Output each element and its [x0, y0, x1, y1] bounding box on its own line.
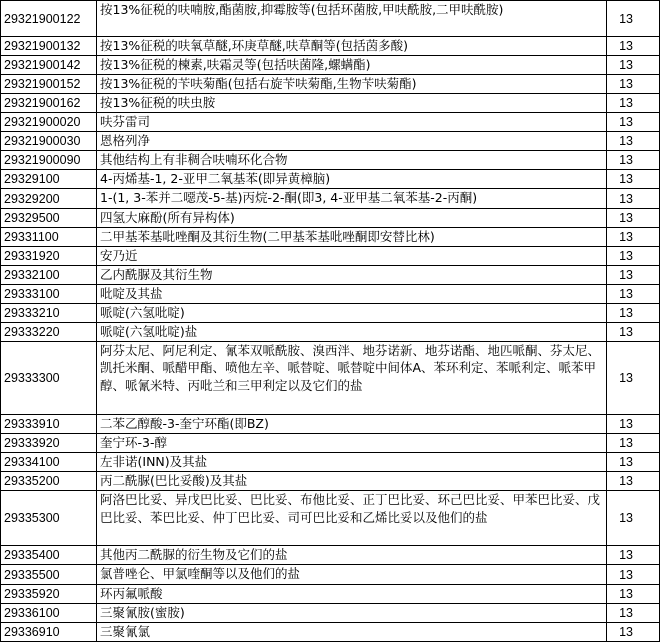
description-cell: 1-(1, 3-苯并二噁茂-5-基)丙烷-2-酮(即3, 4-亚甲基二氧苯基-2-丙酮) [97, 189, 607, 208]
tax-rate-cell: 13 [607, 622, 660, 641]
description-cell: 四氢大麻酚(所有异构体) [97, 208, 607, 227]
tax-rate-cell: 13 [607, 1, 660, 37]
description-cell: 氯普唑仑、甲氯喹酮等以及他们的盐 [97, 565, 607, 584]
hs-code-cell: 29336100 [1, 603, 97, 622]
hs-code-cell: 29333920 [1, 434, 97, 453]
description-cell: 恩格列净 [97, 132, 607, 151]
description-cell: 按13%征税的楝素,呋霜灵等(包括呋菌隆,螺螨酯) [97, 56, 607, 75]
hs-code-cell: 29333300 [1, 341, 97, 414]
tax-rate-cell: 13 [607, 37, 660, 56]
hs-code-cell: 29335400 [1, 546, 97, 565]
table-row [1, 189, 660, 208]
description-cell: 丙二酰脲(巴比妥酸)及其盐 [97, 472, 607, 491]
hs-code-cell: 29336910 [1, 622, 97, 641]
table-row [1, 37, 660, 56]
hs-code-cell: 29321900162 [1, 94, 97, 113]
table-row [1, 132, 660, 151]
description-cell: 三聚氰胺(蜜胺) [97, 603, 607, 622]
hs-code-cell: 29321900142 [1, 56, 97, 75]
table-row [1, 603, 660, 622]
table-row [1, 472, 660, 491]
hs-code-cell: 29331100 [1, 227, 97, 246]
hs-code-cell: 29329100 [1, 170, 97, 189]
table-row [1, 170, 660, 189]
tax-rate-cell: 13 [607, 434, 660, 453]
tax-rate-cell: 13 [607, 584, 660, 603]
table-row [1, 94, 660, 113]
tax-rate-cell: 13 [607, 170, 660, 189]
table-row [1, 415, 660, 434]
description-cell: 环丙氟哌酸 [97, 584, 607, 603]
description-cell: 其他结构上有非稠合呋喃环化合物 [97, 151, 607, 170]
table-row [1, 75, 660, 94]
table-row [1, 303, 660, 322]
table-row [1, 284, 660, 303]
tax-rate-cell: 13 [607, 453, 660, 472]
table-row [1, 622, 660, 641]
tax-rate-cell: 13 [607, 491, 660, 546]
tax-rate-cell: 13 [607, 246, 660, 265]
tax-rate-cell: 13 [607, 472, 660, 491]
tax-rate-cell: 13 [607, 603, 660, 622]
hs-code-cell: 29321900030 [1, 132, 97, 151]
hs-code-cell: 29331920 [1, 246, 97, 265]
table-row [1, 565, 660, 584]
tax-rate-cell: 13 [607, 284, 660, 303]
description-cell: 三聚氰氯 [97, 622, 607, 641]
description-cell: 奎宁环-3-醇 [97, 434, 607, 453]
tax-rate-cell: 13 [607, 565, 660, 584]
table-row [1, 227, 660, 246]
table-row [1, 491, 660, 546]
hs-code-cell: 29335500 [1, 565, 97, 584]
hs-code-cell: 29335300 [1, 491, 97, 546]
description-cell: 吡啶及其盐 [97, 284, 607, 303]
table-row [1, 322, 660, 341]
table-row [1, 453, 660, 472]
table-row [1, 151, 660, 170]
hs-code-cell: 29321900152 [1, 75, 97, 94]
table-row [1, 56, 660, 75]
tax-rate-cell: 13 [607, 113, 660, 132]
table-body [1, 1, 660, 642]
table-row [1, 584, 660, 603]
table-row [1, 341, 660, 414]
hs-code-cell: 29332100 [1, 265, 97, 284]
table-row [1, 434, 660, 453]
description-cell: 哌啶(六氢吡啶) [97, 303, 607, 322]
tax-rate-cell: 13 [607, 189, 660, 208]
hs-code-cell: 29321900122 [1, 1, 97, 37]
description-cell: 4-丙烯基-1, 2-亚甲二氧基苯(即异黄樟脑) [97, 170, 607, 189]
table-row [1, 208, 660, 227]
hs-code-cell: 29333210 [1, 303, 97, 322]
table-row [1, 546, 660, 565]
tax-rate-cell: 13 [607, 94, 660, 113]
hs-code-cell: 29329500 [1, 208, 97, 227]
tax-rate-cell: 13 [607, 208, 660, 227]
hs-code-cell: 29334100 [1, 453, 97, 472]
description-cell: 其他丙二酰脲的衍生物及它们的盐 [97, 546, 607, 565]
hs-code-cell: 29321900132 [1, 37, 97, 56]
description-cell: 呋芬雷司 [97, 113, 607, 132]
hs-code-cell: 29333100 [1, 284, 97, 303]
tax-rate-cell: 13 [607, 341, 660, 414]
tax-rate-cell: 13 [607, 546, 660, 565]
tax-rate-cell: 13 [607, 56, 660, 75]
tax-rate-cell: 13 [607, 415, 660, 434]
hs-code-cell: 29321900020 [1, 113, 97, 132]
description-cell: 按13%征税的呋氧草醚,环庚草醚,呋草酮等(包括茵多酸) [97, 37, 607, 56]
description-cell: 阿芬太尼、阿尼利定、氰苯双哌酰胺、溴西泮、地芬诺新、地芬诺酯、地匹哌酮、芬太尼、凯托米酮、哌醋甲酯、喷他左辛、哌替啶、哌替啶中间体A、苯环利定、苯哌利定、哌苯甲醇、哌氰米特、丙吡兰和三甲利定以及它们的盐 [97, 341, 607, 414]
table-row [1, 1, 660, 37]
hs-code-cell: 29329200 [1, 189, 97, 208]
tax-rate-cell: 13 [607, 75, 660, 94]
description-cell: 按13%征税的呋虫胺 [97, 94, 607, 113]
tax-rate-cell: 13 [607, 227, 660, 246]
hs-code-cell: 29321900090 [1, 151, 97, 170]
table-row [1, 246, 660, 265]
description-cell: 乙内酰脲及其衍生物 [97, 265, 607, 284]
description-cell: 阿洛巴比妥、异戊巴比妥、巴比妥、布他比妥、正丁巴比妥、环己巴比妥、甲苯巴比妥、戊巴比妥、苯巴比妥、仲丁巴比妥、司可巴比妥和乙烯比妥以及他们的盐 [97, 491, 607, 546]
hs-code-cell: 29333220 [1, 322, 97, 341]
tax-rate-cell: 13 [607, 265, 660, 284]
description-cell: 左非诺(INN)及其盐 [97, 453, 607, 472]
description-cell: 安乃近 [97, 246, 607, 265]
description-cell: 哌啶(六氢吡啶)盐 [97, 322, 607, 341]
description-cell: 二苯乙醇酸-3-奎宁环酯(即BZ) [97, 415, 607, 434]
hs-code-cell: 29335200 [1, 472, 97, 491]
description-cell: 二甲基苯基吡唑酮及其衍生物(二甲基苯基吡唑酮即安替比林) [97, 227, 607, 246]
tax-rate-cell: 13 [607, 132, 660, 151]
table-row [1, 113, 660, 132]
tax-rate-cell: 13 [607, 322, 660, 341]
description-cell: 按13%征税的呋喃胺,酯菌胺,抑霉胺等(包括环菌胺,甲呋酰胺,二甲呋酰胺) [97, 1, 607, 37]
tax-rate-cell: 13 [607, 303, 660, 322]
hs-code-cell: 29335920 [1, 584, 97, 603]
hs-code-cell: 29333910 [1, 415, 97, 434]
tax-rate-cell: 13 [607, 151, 660, 170]
table-row [1, 265, 660, 284]
description-cell: 按13%征税的苄呋菊酯(包括右旋苄呋菊酯,生物苄呋菊酯) [97, 75, 607, 94]
